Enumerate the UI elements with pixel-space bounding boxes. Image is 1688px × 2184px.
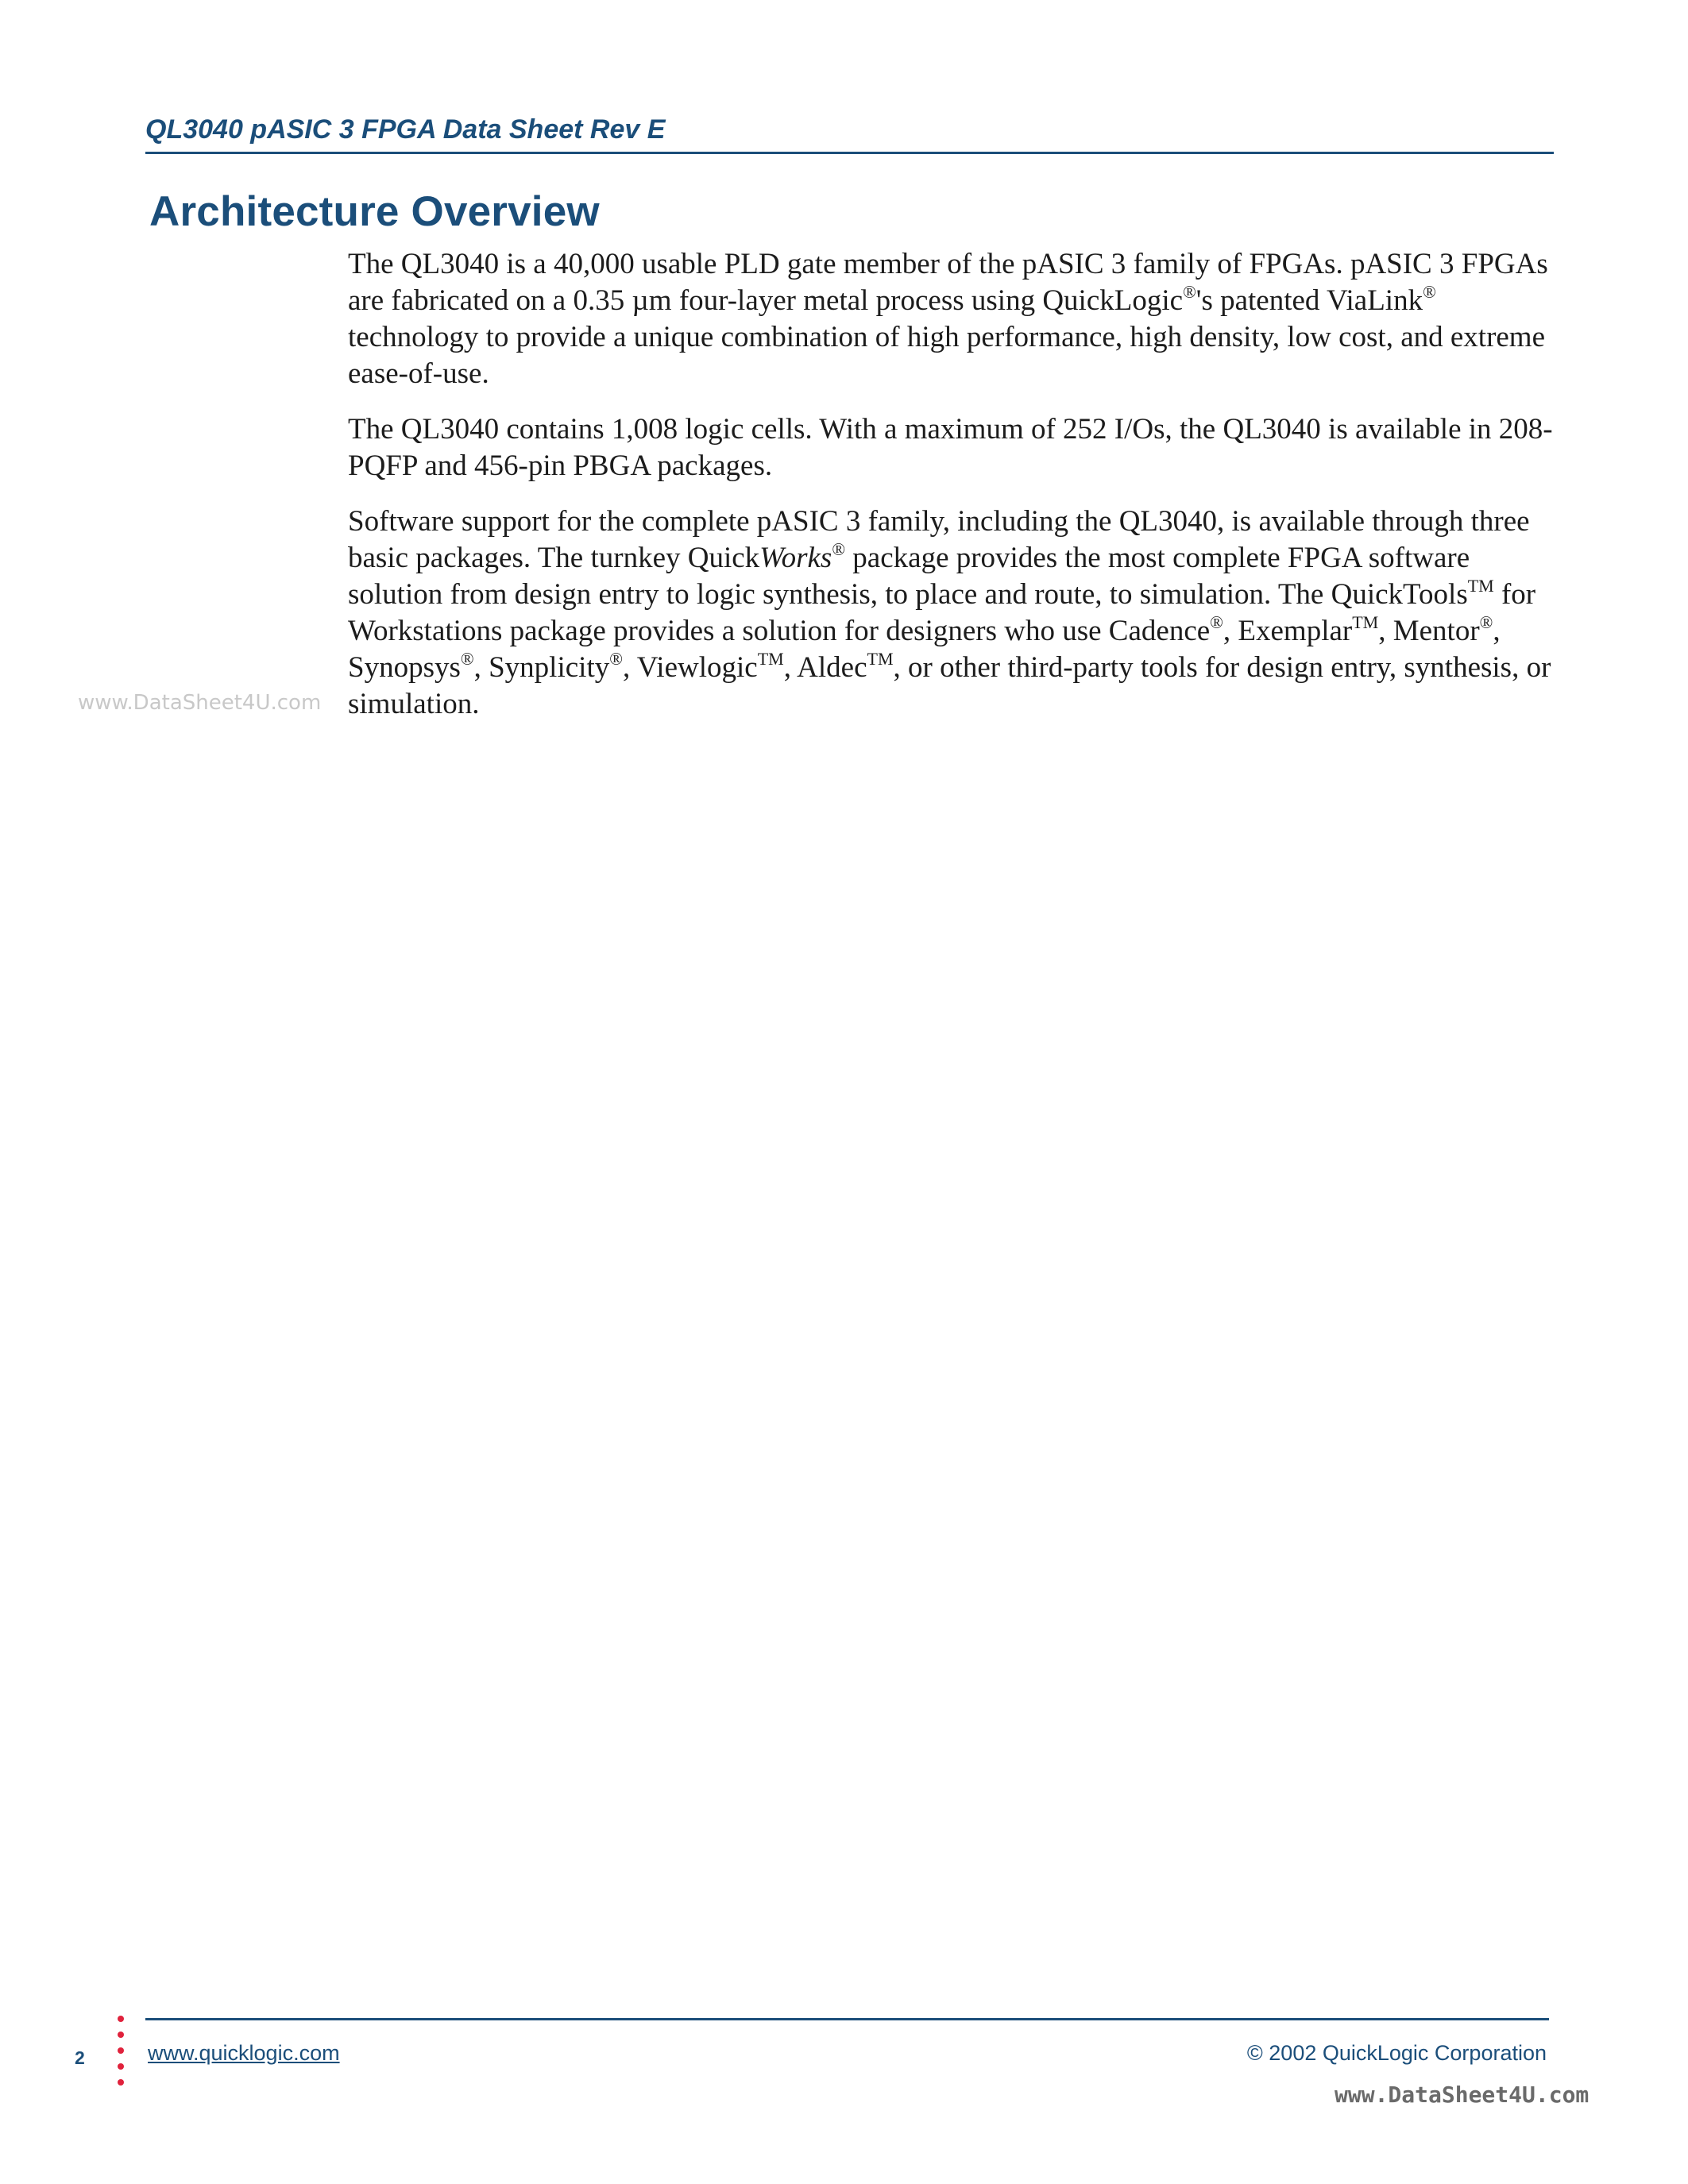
registered-mark: ® [1423,282,1436,302]
p3-text-d: , Exemplar [1223,615,1353,647]
dot-icon [118,2032,124,2038]
paragraph-2: The QL3040 contains 1,008 logic cells. With a maximum of 252 I/Os, the QL3040 is available in 208-PQFP and 456-pin PBGA packages. [348,413,1553,482]
footer-rule [145,2018,1549,2020]
side-watermark: www.DataSheet4U.com [78,691,322,715]
p1-text-a: The QL3040 is a 40,000 usable PLD gate member of the pASIC 3 family of FPGAs. pASIC 3 FPGAs are fabricated on a 0.35 µm four-layer metal process using QuickLogic [348,248,1548,317]
p3-text-g: , Synplicity [473,651,610,684]
trademark-mark: TM [757,649,784,669]
page-number: 2 [75,2047,85,2068]
dot-icon [118,2016,124,2022]
dot-icon [118,2047,124,2054]
p3-text-h: , Viewlogic [622,651,758,684]
footer-copyright: © 2002 QuickLogic Corporation [1246,2041,1547,2065]
registered-mark: ® [1183,282,1196,302]
header-title: QL3040 pASIC 3 FPGA Data Sheet Rev E [145,114,666,145]
body-text [348,246,1555,742]
p3-text-a: Software support for the complete pASIC 3 family, including the QL3040, is available through three basic packages. The turnkey Quick [348,505,1530,574]
paragraph-1 [348,246,1555,392]
header-rule [145,152,1554,154]
p3-text-f: , Synopsys [348,615,1501,684]
registered-mark: ® [460,649,474,669]
p3-text-c: for Workstations package provides a solution for designers who use Cadence [348,578,1536,647]
p3-text-b: package provides the most complete FPGA software solution from design entry to logic synthesis, to place and route, to simulation. The QuickTools [348,542,1470,611]
p3-works-italic: Works [759,542,832,574]
p3-text-i: , Aldec [783,651,867,684]
bottom-watermark: www.DataSheet4U.com [1335,2082,1590,2108]
p1-text-b: 's patented ViaLink [1196,284,1423,317]
registered-mark: ® [832,539,846,559]
registered-mark: ® [609,649,623,669]
footer-website-link[interactable]: www.quicklogic.com [148,2041,340,2065]
paragraph-3 [348,504,1555,723]
trademark-mark: TM [1352,612,1379,632]
registered-mark: ® [1479,612,1493,632]
p3-text-j: , or other third-party tools for design entry, synthesis, or simulation. [348,651,1551,720]
dot-icon [118,2079,124,2086]
trademark-mark: TM [1467,576,1494,596]
p1-text-c: technology to provide a unique combination of high performance, high density, low cost, and extreme ease-of-use. [348,321,1546,390]
p3-text-e: , Mentor [1378,615,1480,647]
dot-icon [118,2063,124,2070]
registered-mark: ® [1210,612,1223,632]
footer-dots [118,2016,127,2095]
section-heading: Architecture Overview [149,188,600,235]
trademark-mark: TM [867,649,894,669]
